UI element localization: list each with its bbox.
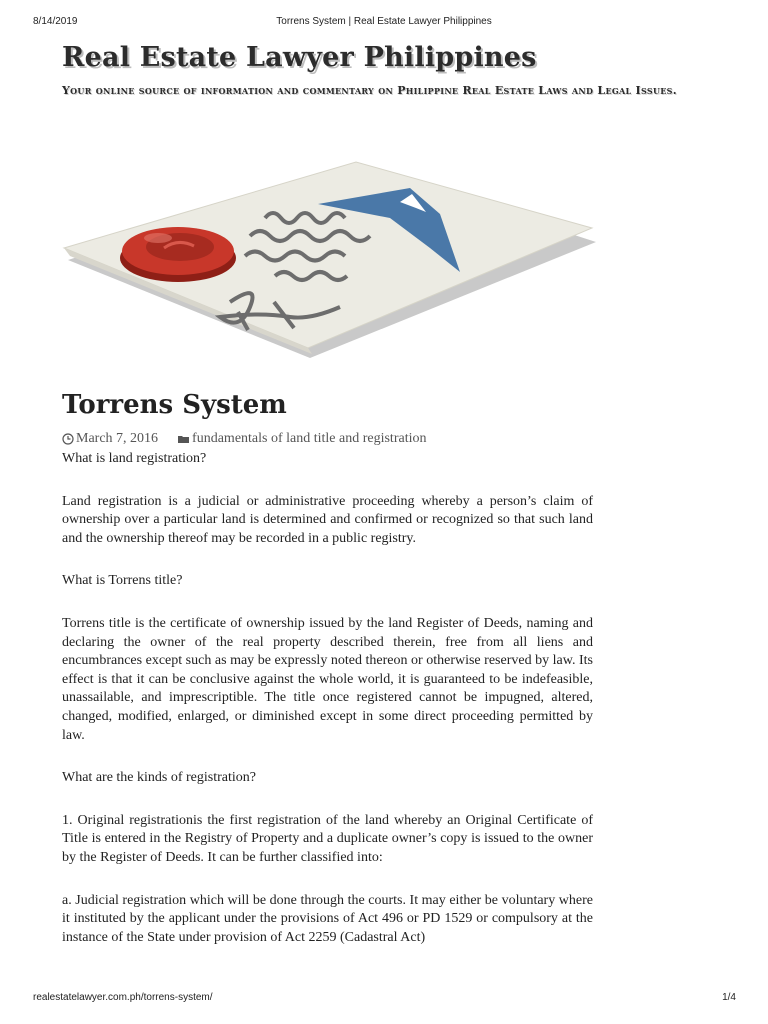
paragraph: What is land registration? — [62, 451, 207, 466]
clock-icon — [62, 433, 74, 445]
folder-icon — [178, 434, 190, 444]
land-title-document-icon — [60, 152, 600, 362]
post-content — [62, 450, 593, 971]
category-link[interactable]: fundamentals of land title and registration — [192, 431, 427, 446]
post-title[interactable]: Torrens System — [62, 390, 287, 420]
paragraph: What is Torrens title? — [62, 573, 183, 589]
print-url: realestatelawyer.com.ph/torrens-system/ — [33, 992, 213, 1003]
site-title[interactable]: Real Estate Lawyer Philippines — [62, 42, 537, 73]
post-date-text: March 7, 2016 — [76, 431, 159, 446]
print-page-number: 1/4 — [722, 992, 736, 1003]
print-date: 8/14/2019 — [33, 16, 78, 27]
post-meta — [62, 430, 426, 448]
paragraph: 1. Original registrationis the first registration of the land whereby an Original Certificate of Title is entered in the Registry of Property and a duplicate owner’s copy is issued to the owner by the Register of Deeds. It can be further classified into: — [62, 812, 593, 865]
post-category — [178, 431, 426, 447]
paragraph: a. Judicial registration which will be done through the courts. It may either be voluntary where it instituted by the applicant under the provisions of Act 496 or PD 1529 or compulsory at the instance of the State under provision of Act 2259 (Cadastral Act) — [62, 892, 593, 945]
print-header — [0, 16, 768, 34]
site-tagline: Your online source of information and commentary on Philippine Real Estate Laws and Legal Issues. — [62, 84, 677, 97]
paragraph: What are the kinds of registration? — [62, 770, 256, 786]
hero-image — [60, 152, 600, 362]
post-date — [62, 431, 158, 447]
print-footer — [0, 992, 768, 1010]
paragraph: Land registration is a judicial or administrative proceeding whereby a person’s claim of ownership over a particular land is determined and confirmed or recognized so that such land and the ownership thereof may be recorded in a public registry. — [62, 493, 593, 546]
paragraph: Torrens title is the certificate of ownership issued by the land Register of Deeds, naming and declaring the owner of the real property described therein, free from all liens and encumbrances except such as may be expressly noted thereon or otherwise reserved by law. Its effect is that it can be conclusive against the whole world, it is guaranteed to be indefeasible, unassailable, and imprescriptible. The title once registered cannot be impugned, altered, changed, modified, enlarged, or diminished except in some direct proceeding permitted by law. — [62, 615, 593, 743]
print-doc-title: Torrens System | Real Estate Lawyer Philippines — [276, 16, 492, 27]
